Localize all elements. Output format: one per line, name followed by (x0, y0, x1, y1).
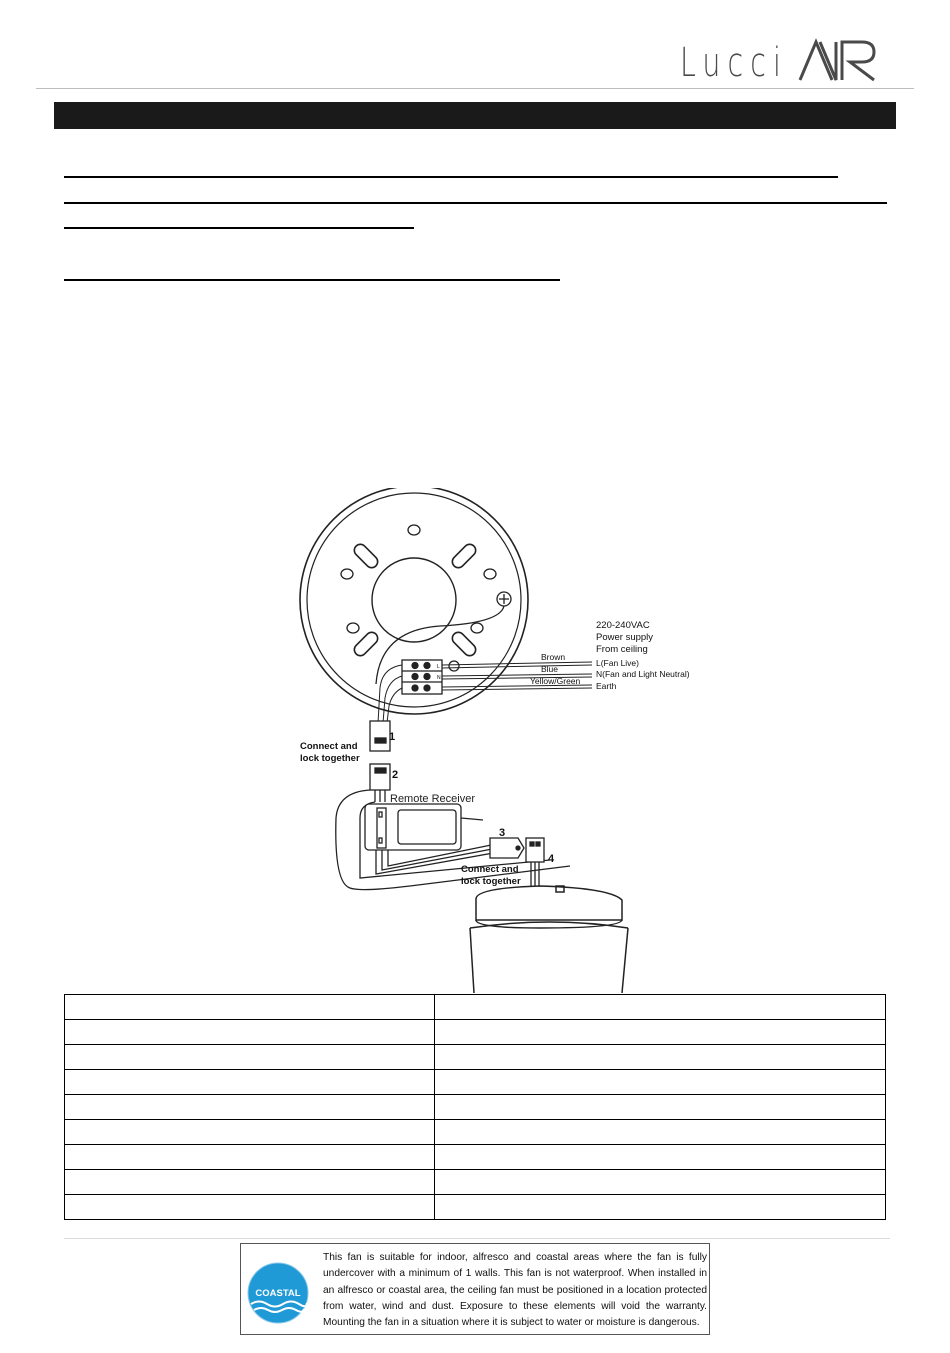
table-row (65, 1045, 886, 1070)
table-cell (65, 1045, 435, 1070)
heading-underline-2 (64, 202, 887, 204)
header-rule (36, 88, 914, 89)
footer-rule (64, 1238, 890, 1239)
heading-underline-4 (64, 279, 560, 281)
table-cell (435, 1170, 886, 1195)
heading-underline-1 (64, 176, 838, 178)
out-live-label: L(Fan Live) (596, 658, 639, 668)
table-cell (435, 1195, 886, 1220)
table-cell (435, 1095, 886, 1120)
connect-b-line2: lock together (461, 876, 521, 887)
table-cell (435, 1145, 886, 1170)
connect-a-line1: Connect and (300, 741, 358, 752)
connector-1 (370, 721, 390, 751)
coastal-notice-box (240, 1243, 710, 1335)
step-3: 3 (499, 827, 506, 839)
table-row (65, 1070, 886, 1095)
connector-3 (490, 838, 524, 858)
table-row (65, 1020, 886, 1045)
table-row (65, 995, 886, 1020)
step-2: 2 (392, 769, 399, 781)
table-cell (65, 1020, 435, 1045)
coastal-badge-text: COASTAL (255, 1288, 301, 1299)
table-row (65, 1120, 886, 1145)
table-cell (65, 995, 435, 1020)
connect-a-line2: lock together (300, 753, 360, 764)
out-earth-label: Earth (596, 681, 617, 691)
fan-motor-housing (470, 886, 628, 993)
wiring-diagram (290, 488, 710, 993)
logo-air-mark (800, 42, 874, 80)
terminal-n-mark: N (437, 675, 441, 681)
specification-table (64, 994, 886, 1220)
step-4: 4 (548, 853, 555, 865)
fan-side-wires (378, 665, 402, 723)
table-cell (65, 1170, 435, 1195)
table-row (65, 1170, 886, 1195)
remote-receiver-label: Remote Receiver (390, 793, 475, 805)
connect-b-line1: Connect and (461, 864, 519, 875)
table-cell (435, 995, 886, 1020)
table-row (65, 1195, 886, 1220)
power-line3: From ceiling (596, 644, 648, 655)
table-cell (435, 1020, 886, 1045)
connector-2 (370, 764, 390, 802)
logo-text-lucci: Lucci (680, 40, 788, 84)
power-line2: Power supply (596, 632, 654, 643)
wire-brown-label: Brown (541, 652, 566, 662)
heading-underline-3 (64, 227, 414, 229)
wire-blue-label: Blue (541, 664, 559, 674)
terminal-l-mark: L (437, 664, 440, 670)
coastal-badge-icon (247, 1262, 309, 1324)
coastal-notice-text: This fan is suitable for indoor, alfresco and coastal areas where the fan is fully undercover with a minimum of 1 walls. This fan is not waterproof. When installed in an alfresco or coastal area, the ceiling fan must be positioned in a location protected from water, wind and dust. Exposure to these elements will void the warranty. Mounting the fan in a situation where it is subject to water or moisture is dangerous. (323, 1252, 707, 1329)
connector-4 (526, 838, 544, 888)
table-cell (435, 1120, 886, 1145)
table-cell (65, 1120, 435, 1145)
table-cell (65, 1070, 435, 1095)
table-row (65, 1095, 886, 1120)
table-cell (65, 1145, 435, 1170)
table-cell (435, 1070, 886, 1095)
power-title: 220-240VAC (596, 620, 650, 631)
lucci-air-logo (678, 36, 878, 84)
section-title-bar (54, 102, 896, 129)
out-neutral-label: N(Fan and Light Neutral) (596, 669, 690, 679)
table-cell (65, 1095, 435, 1120)
table-row (65, 1145, 886, 1170)
step-1: 1 (389, 731, 396, 743)
wire-yellow-green-label: Yellow/Green (530, 676, 581, 686)
table-cell (435, 1045, 886, 1070)
table-cell (65, 1195, 435, 1220)
